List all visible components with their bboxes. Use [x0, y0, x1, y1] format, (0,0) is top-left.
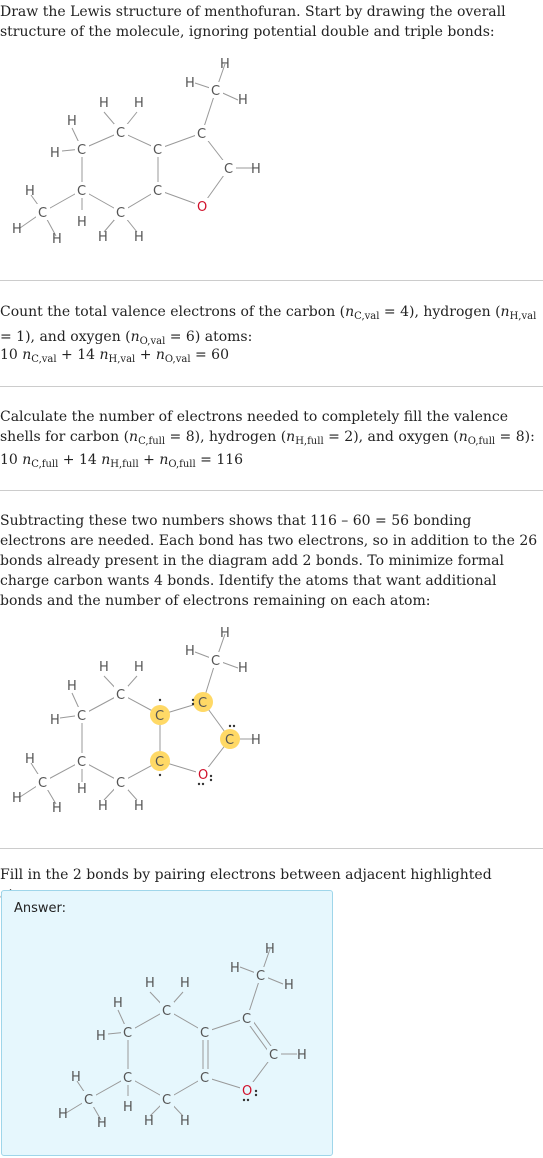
svg-text:H: H — [185, 644, 195, 659]
svg-text:H: H — [123, 1100, 133, 1115]
svg-text:H: H — [12, 791, 22, 806]
svg-text:C: C — [77, 184, 87, 199]
molecule-diagram-initial — [0, 50, 300, 290]
divider — [0, 490, 543, 491]
svg-text:C: C — [116, 776, 126, 791]
svg-text:H: H — [251, 733, 261, 748]
svg-text:H: H — [99, 660, 109, 675]
svg-text:H: H — [67, 679, 77, 694]
fill-bonds-text: Fill in the 2 bonds by pairing electrons between adjacent highlighted — [0, 867, 492, 883]
svg-text:C: C — [155, 709, 165, 724]
svg-text:C: C — [162, 1004, 172, 1019]
svg-text:C: C — [211, 654, 221, 669]
bonding-explanation: Subtracting these two numbers shows that 116 – 60 = 56 bonding electrons are needed. Each bond has two electrons, so in addition to the 26 bonds already present in the diagram add 2 bonds. To minimize formal charge carbon wants 4 bonds. Identify the atoms that want additional bonds and the number of electrons remaining on each atom: — [0, 513, 538, 609]
svg-text:H: H — [297, 1048, 307, 1063]
svg-text:H: H — [145, 976, 155, 991]
svg-text:C: C — [198, 696, 208, 711]
svg-text:H: H — [180, 1114, 190, 1129]
svg-text:C: C — [123, 1071, 133, 1086]
svg-text:C: C — [38, 206, 48, 221]
svg-text:H: H — [113, 996, 123, 1011]
svg-text:H: H — [220, 57, 230, 72]
svg-text:C: C — [155, 755, 165, 770]
divider — [0, 280, 543, 281]
divider — [0, 386, 543, 387]
svg-text:H: H — [67, 114, 77, 129]
svg-text:H: H — [50, 713, 60, 728]
full-shell-equation: 10 $n_{C,full} + 14$ $n_{H,full} + n_{O,full} = 116$ — [0, 452, 244, 470]
svg-text:C: C — [153, 184, 163, 199]
svg-text:C: C — [197, 127, 207, 142]
intro-text: Draw the Lewis structure of menthofuran. Start by drawing the overall structure of the molecule, ignoring potential double and triple bonds: — [0, 4, 506, 40]
svg-text:C: C — [116, 126, 126, 141]
divider — [0, 848, 543, 849]
valence-count-text: Count the total valence electrons of the carbon $(n_{C,val} = 4)$, hydrogen $(n_{H,val} = 1)$, and oxygen $(n_{O,val} = 6)$ atoms: — [0, 304, 537, 347]
svg-text:H: H — [134, 96, 144, 111]
svg-text:H: H — [284, 978, 294, 993]
svg-text:C: C — [269, 1048, 279, 1063]
svg-text:H: H — [220, 626, 230, 641]
svg-text:C: C — [162, 1093, 172, 1108]
svg-text:C: C — [123, 1026, 133, 1041]
molecule-diagram-highlighted — [0, 622, 300, 822]
svg-text:H: H — [52, 801, 62, 816]
svg-text:C: C — [77, 755, 87, 770]
svg-text:C: C — [242, 1012, 252, 1027]
svg-text:C: C — [153, 143, 163, 158]
svg-text:H: H — [99, 96, 109, 111]
svg-text:C: C — [224, 162, 234, 177]
svg-text:H: H — [97, 1116, 107, 1131]
svg-text:H: H — [238, 661, 248, 676]
svg-text:H: H — [180, 976, 190, 991]
svg-text:C: C — [38, 776, 48, 791]
svg-text:C: C — [211, 84, 221, 99]
full-shell-text: Calculate the number of electrons needed to completely fill the valence shells for carbon $(n_{C,full} = 8)$, hydrogen $(n_{H,full} = 2)$, and oxygen $(n_{O,full} = 8)$: — [0, 409, 535, 447]
molecule-diagram-answer — [0, 928, 330, 1158]
svg-text:C: C — [116, 206, 126, 221]
svg-text:H: H — [52, 232, 62, 247]
svg-text:C: C — [256, 969, 266, 984]
svg-text:C: C — [77, 143, 87, 158]
svg-text:H: H — [134, 230, 144, 245]
svg-text:H: H — [251, 162, 261, 177]
svg-text:H: H — [58, 1107, 68, 1122]
svg-text:C: C — [116, 688, 126, 703]
svg-text:H: H — [12, 222, 22, 237]
valence-equation: 10 $n_{C,val} + 14$ $n_{H,val} + n_{O,val} = 60$ — [0, 347, 229, 365]
svg-text:C: C — [200, 1071, 210, 1086]
svg-text:H: H — [50, 146, 60, 161]
svg-text:O: O — [197, 200, 208, 215]
svg-text:H: H — [77, 215, 87, 230]
svg-text:H: H — [185, 76, 195, 91]
svg-text:H: H — [265, 942, 275, 957]
svg-text:H: H — [96, 1029, 106, 1044]
answer-label: Answer: — [14, 901, 67, 916]
svg-text:C: C — [77, 709, 87, 724]
svg-text:H: H — [25, 184, 35, 199]
svg-text:H: H — [238, 93, 248, 108]
svg-text:H: H — [77, 782, 87, 797]
svg-text:H: H — [98, 799, 108, 814]
svg-text:C: C — [84, 1093, 94, 1108]
svg-text:H: H — [98, 230, 108, 245]
svg-text:H: H — [230, 961, 240, 976]
svg-text:H: H — [134, 660, 144, 675]
svg-text:H: H — [25, 752, 35, 767]
svg-text:O: O — [198, 768, 209, 783]
svg-text:C: C — [200, 1026, 210, 1041]
svg-text:H: H — [71, 1070, 81, 1085]
svg-text:H: H — [144, 1114, 154, 1129]
svg-text:H: H — [134, 799, 144, 814]
svg-text:C: C — [225, 733, 235, 748]
svg-text:O: O — [242, 1084, 253, 1099]
